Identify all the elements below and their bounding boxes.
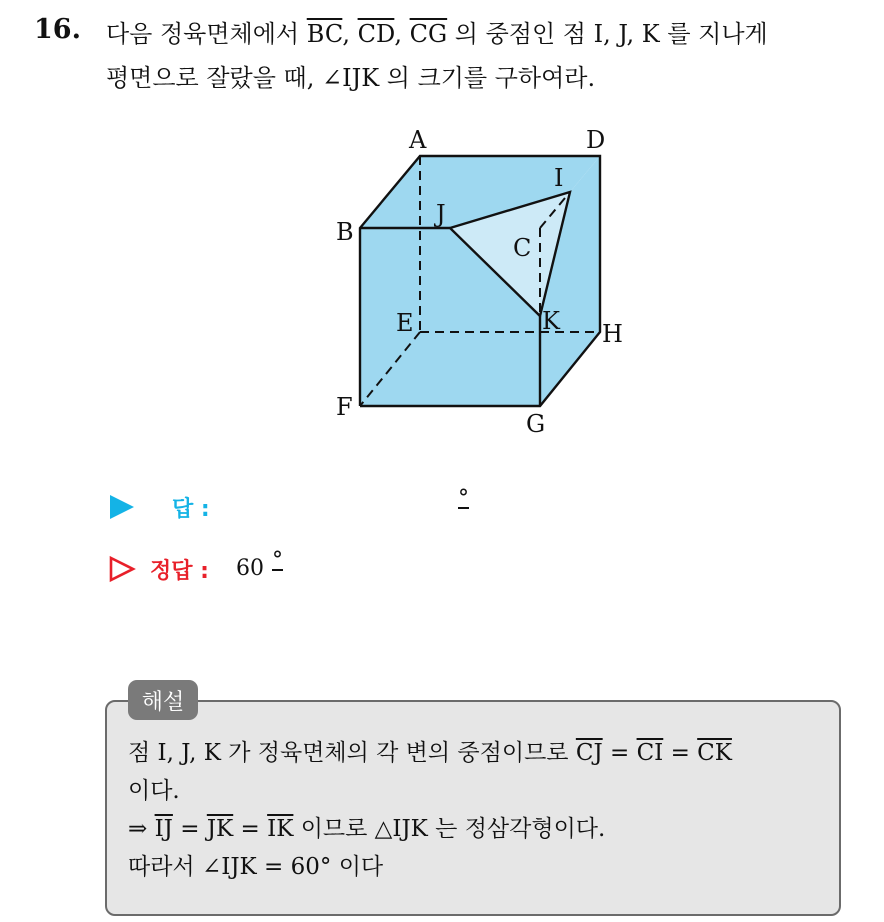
label-e: E [396,309,414,337]
explanation-line-1: 점 I, J, K 가 정육면체의 각 변의 중점이므로 $\overline{CJ} = \overline{CI} = \overline{CK}$ [128,740,732,766]
explanation-line-3: ⇒ $\overline{IJ} = \overline{JK} = \overline{IK}$ 이므로 △IJK 는 정삼각형이다. [128,816,606,842]
answer-label: 답 : [172,497,210,522]
segment-bc: $\overline{BC}$ [306,20,343,48]
correct-answer-row [108,548,608,588]
cube-figure [320,118,640,448]
label-g: G [526,410,546,438]
segment-ij: $\overline{IJ}$ [154,816,173,842]
label-i: I [554,164,564,192]
correct-answer-degree: ° [272,548,283,573]
answer-degree-blank[interactable]: ° [458,486,469,511]
question-line-1: 다음 정육면체에서 $\overline{BC}$, $\overline{CD}$, $\overline{CG}$ 의 중점인 점 I, J, K 를 지나게 [106,20,768,48]
explanation-line-4: 따라서 ∠IJK = 60° 이다 [128,854,384,880]
correct-answer-label: 정답 : [150,559,209,584]
label-j: J [436,200,446,228]
question-text [106,12,866,100]
cube-diagram [320,118,640,448]
segment-ci: $\overline{CI}$ [636,740,664,766]
answer-row [108,486,608,524]
label-c: C [513,234,532,262]
label-f: F [336,393,353,421]
label-a: A [409,126,427,154]
segment-cg: $\overline{CG}$ [409,20,448,48]
segment-ik: $\overline{IK}$ [267,816,294,842]
segment-cd: $\overline{CD}$ [357,20,395,48]
label-h: H [602,320,623,348]
question-line-2: 평면으로 잘랐을 때, ∠IJK 의 크기를 구하여라. [106,64,596,92]
explanation-body [128,734,828,886]
explanation-tag: 해설 [128,680,198,720]
outlined-play-triangle-icon [108,555,136,583]
play-triangle-icon [108,494,136,520]
correct-answer-value: 60 [236,556,264,581]
segment-jk: $\overline{JK}$ [206,816,234,842]
label-d: D [586,126,606,154]
label-b: B [336,218,354,246]
explanation-line-2: 이다. [128,778,180,804]
segment-cj: $\overline{CJ}$ [575,740,603,766]
question-number: 16. [34,14,81,45]
segment-ck: $\overline{CK}$ [697,740,732,766]
label-k: K [542,307,560,335]
